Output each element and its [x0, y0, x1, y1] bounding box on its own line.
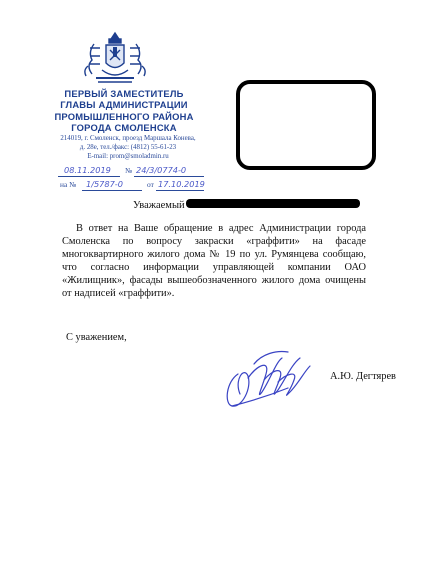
- number-label: №: [125, 166, 133, 175]
- outgoing-date: [64, 165, 111, 175]
- underline: [156, 190, 204, 191]
- redacted-recipient-name: [186, 199, 360, 208]
- letterhead-line: ГЛАВЫ АДМИНИСТРАЦИИ: [60, 99, 188, 111]
- letter-body: [62, 222, 366, 300]
- reference-number-value: 1/5787-0: [86, 179, 123, 189]
- coat-of-arms-icon: [80, 30, 150, 86]
- redacted-recipient-box: [236, 80, 376, 170]
- letterhead-title: [44, 88, 204, 134]
- letterhead-line: ПЕРВЫЙ ЗАМЕСТИТЕЛЬ: [64, 88, 184, 99]
- reference-date: [158, 179, 205, 189]
- signer-name: А.Ю. Дегтярев: [330, 371, 396, 382]
- underline: [82, 190, 142, 191]
- outgoing-date-value: 08.11.2019: [64, 165, 111, 175]
- body-paragraph: В ответ на Ваше обращение в адрес Администрации города Смоленска по вопросу закраски «граффити» на фасаде многоквартирного жилого дома № 19 по ул. Румянцева сообщаю, что согласно информации управляющей компании ОАО «Жилищник», фасады вышеобозначенного жилого дома очищены от надписей «граффити».: [62, 223, 366, 299]
- closing: С уважением,: [66, 332, 127, 343]
- email-line: E-mail: prom@smoladmin.ru: [87, 153, 169, 160]
- underline: [134, 176, 204, 177]
- letterhead-line: ГОРОДА СМОЛЕНСКА: [71, 122, 177, 134]
- reference-label: на №: [60, 180, 77, 189]
- address-line: 214019, г. Смоленск, проезд Маршала Конева,: [60, 135, 196, 142]
- underline: [58, 176, 120, 177]
- from-label: от: [147, 180, 154, 189]
- outgoing-number: [136, 165, 186, 175]
- address-block: [52, 134, 204, 161]
- letterhead-line: ПРОМЫШЛЕННОГО РАЙОНА: [54, 110, 194, 122]
- salutation: Уважаемый: [133, 200, 185, 211]
- reference-date-value: 17.10.2019: [158, 179, 205, 189]
- handwritten-signature: [218, 344, 318, 412]
- address-line: д. 28е, тел./факс: (4812) 55-61-23: [79, 144, 177, 151]
- outgoing-number-value: 24/3/0774-0: [136, 165, 187, 175]
- reference-number: [86, 179, 123, 189]
